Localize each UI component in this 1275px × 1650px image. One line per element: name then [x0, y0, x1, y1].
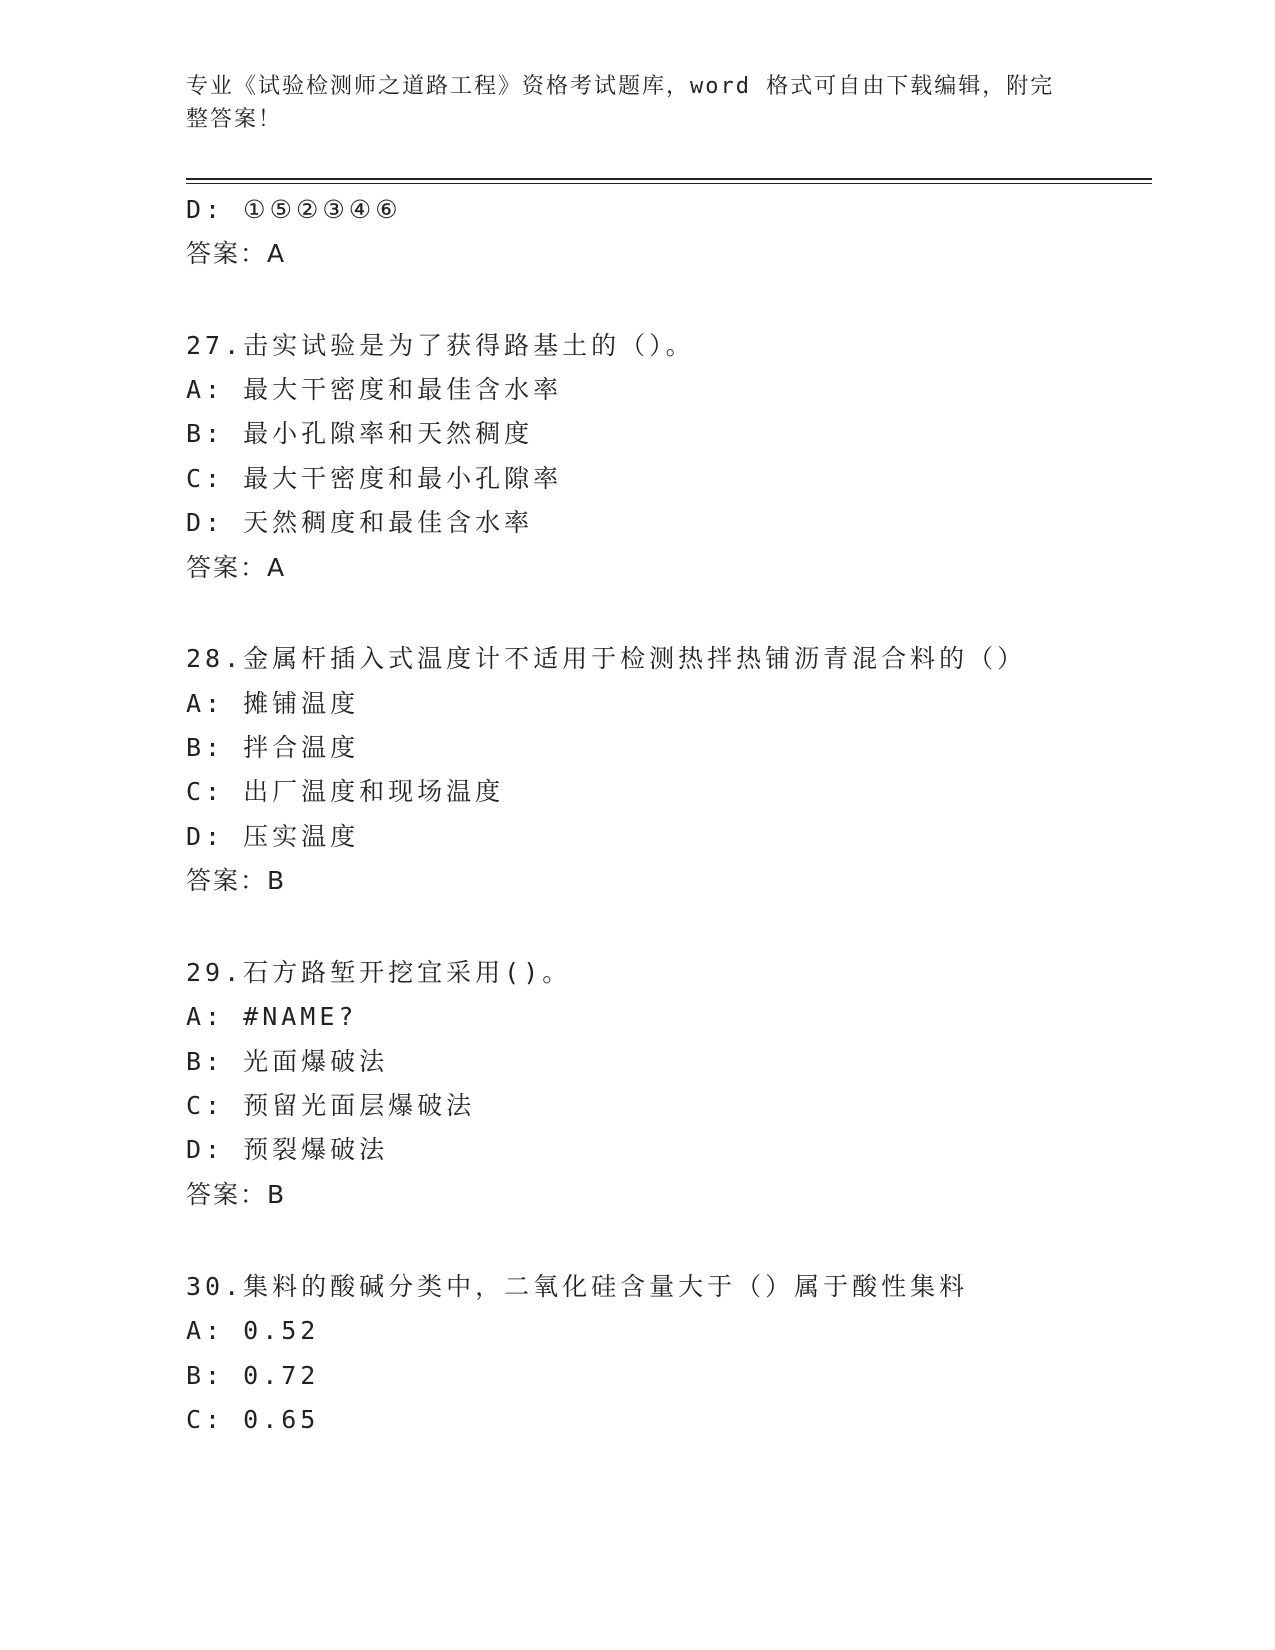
option-d: D: 预裂爆破法: [186, 1135, 389, 1164]
option-a: A: 摊铺温度: [186, 689, 360, 718]
question-stem-28: 28.金属杆插入式温度计不适用于检测热拌热铺沥青混合料的（）: [186, 644, 1027, 673]
option-c: C: 最大干密度和最小孔隙率: [186, 464, 563, 493]
question-stem-30: 30.集料的酸碱分类中，二氧化硅含量大于（）属于酸性集料: [186, 1272, 969, 1301]
answer: 答案：B: [186, 1180, 287, 1209]
option-a: A: 最大干密度和最佳含水率: [186, 375, 563, 404]
option-b: B: 0.72: [186, 1361, 320, 1390]
option-b: B: 光面爆破法: [186, 1047, 389, 1076]
option-b: B: 最小孔隙率和天然稠度: [186, 419, 534, 448]
option-c: C: 出厂温度和现场温度: [186, 777, 505, 806]
option-d: D: 压实温度: [186, 822, 360, 851]
document-header: 专业《试验检测师之道路工程》资格考试题库，word 格式可自由下载编辑，附完整答案！: [186, 74, 1055, 132]
question-stem-29: 29.石方路堑开挖宜采用()。: [186, 958, 572, 987]
option-c: C: 0.65: [186, 1405, 320, 1434]
option-d: D: ①⑤②③④⑥: [186, 195, 402, 224]
question-stem-27: 27.击实试验是为了获得路基土的（）。: [186, 331, 695, 360]
header-divider: [186, 178, 1152, 180]
option-d: D: 天然稠度和最佳含水率: [186, 508, 534, 537]
answer: 答案：B: [186, 866, 287, 895]
answer: 答案：A: [186, 553, 287, 582]
option-c: C: 预留光面层爆破法: [186, 1091, 476, 1120]
option-a: A: #NAME?: [186, 1002, 358, 1031]
header-divider-thin: [186, 183, 1152, 184]
option-b: B: 拌合温度: [186, 733, 360, 762]
option-a: A: 0.52: [186, 1316, 320, 1345]
answer: 答案：A: [186, 239, 287, 268]
